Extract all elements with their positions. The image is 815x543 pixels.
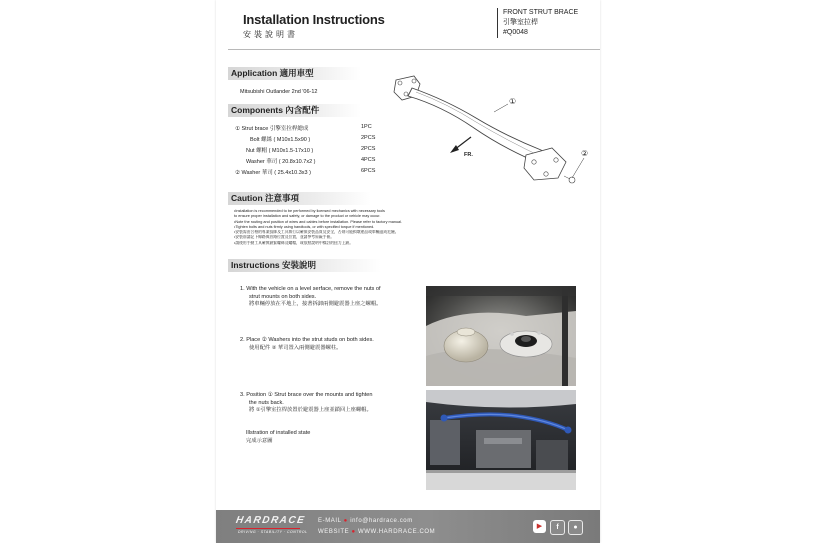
component-qty: 6PCS [361, 168, 376, 174]
strut-brace-diagram [376, 70, 596, 195]
email-line: E-MAIL ● info@hardrace.com [318, 518, 413, 524]
website-line: WEBSITE ● WWW.HARDRACE.COM [318, 529, 436, 535]
caution-line: •Note the routing and position of wires and cables before installation. Please refer to factory manual. [234, 219, 403, 224]
application-heading: Application 適用車型 [228, 67, 361, 80]
step-text: 1. With the vehicle on a level serface, remove the nuts of [240, 286, 381, 292]
illustration-label: Illstration of installed state [246, 430, 311, 436]
component-name: Nut 螺帽 ( M10x1.5-17x10 ) [246, 148, 314, 154]
divider [228, 49, 600, 50]
step-text-continued: the nuts back. [249, 399, 284, 406]
product-info [497, 8, 600, 38]
illustration-caption [246, 430, 421, 445]
product-name: FRONT STRUT BRACE [503, 9, 579, 16]
website-link[interactable]: WWW.HARDRACE.COM [358, 529, 436, 535]
callout-part-1: ① [509, 97, 517, 106]
components-heading: Components 內含配件 [228, 104, 361, 117]
component-row: ① Strut brace 引擎室拉桿總成 [235, 126, 309, 132]
right-mount-bracket [524, 148, 575, 183]
callout-line [494, 104, 508, 112]
facebook-icon[interactable]: f [550, 520, 565, 535]
component-name: Washer 華司 ( 25.4x10.3x3 ) [241, 170, 311, 176]
instruction-sheet [216, 0, 600, 543]
instruction-step-3 [240, 392, 415, 415]
logo-underline [236, 528, 300, 529]
direction-label: FR. [464, 152, 473, 158]
strut-mount-photo [426, 286, 576, 386]
component-qty: 1PC [361, 124, 372, 130]
page-title: Installation Instructions [243, 12, 385, 27]
caution-line: •Installation is recommended to be performed by licensed mechanics with necessary tools [234, 209, 385, 213]
caution-line: •安裝前請記下線路與管路位置及位置，並請參考原廠手冊。 [234, 235, 335, 240]
caution-list [234, 209, 494, 246]
callout-line [572, 158, 584, 178]
caution-line: •安裝需由合格的專業技師及工具執行以確保安裝品質及安全，否則可能損壞產品或車輛造成危險。 [234, 230, 399, 235]
product-name-chinese: 引擎室拉桿 [503, 19, 538, 26]
caution-heading: Caution 注意事項 [228, 192, 371, 205]
component-qty: 4PCS [361, 157, 376, 163]
instructions-heading: Instructions 安裝說明 [228, 259, 381, 272]
illustration-label-chinese: 完成示意圖 [246, 437, 273, 444]
step-text-continued: strut mounts on both sides. [249, 293, 317, 300]
part-number: #Q0048 [503, 29, 528, 36]
footer [216, 510, 600, 543]
email-link[interactable]: info@hardrace.com [350, 518, 413, 524]
callout-part-2: ② [581, 149, 589, 158]
component-row: ② Washer 華司 ( 25.4x10.3x3 ) [235, 170, 311, 176]
vehicle-fitment: Mitsubishi Outlander 2nd '06-12 [240, 89, 318, 95]
caution-line: to ensure proper installation and safety, or damage to the product or vehicle may occur. [234, 214, 381, 219]
front-direction-arrow [450, 137, 471, 153]
step-text-chinese: 將車輛停放在平地上，接著拆卸兩側避震器上座之螺帽。 [249, 301, 382, 307]
instruction-step-2 [240, 337, 415, 352]
step-text-chinese: 將 ①引擎室拉桿放置於避震器上座並鎖回上座螺帽。 [249, 407, 372, 413]
step-text: 3. Position ① Strut brace over the mounts and tighten [240, 392, 373, 398]
caution-line: •請使用手動工具確實鎖緊螺絲及螺帽，或依照說明中標註的扭力上鎖。 [234, 240, 354, 245]
caution-line: •Tighten bolts and nuts firmly using handtools, or with specified torque if mentioned. [234, 224, 375, 229]
step-text: 2. Place ② Washers into the strut studs on both sides. [240, 337, 374, 343]
instruction-step-1 [240, 286, 415, 309]
component-name: Bolt 螺絲 ( M10x1.5x90 ) [250, 137, 311, 143]
component-qty: 2PCS [361, 135, 376, 141]
wechat-icon[interactable]: ● [568, 520, 583, 535]
component-name: Strut brace 引擎室拉桿總成 [241, 126, 309, 132]
page-title-chinese: 安裝說明書 [243, 30, 298, 39]
component-name: Washer 華司 ( 20.8x10.7x2 ) [246, 159, 316, 165]
step-text-chinese: 使用配件 ② 華司置入兩側避震器螺柱。 [249, 344, 342, 351]
component-qty: 2PCS [361, 146, 376, 152]
youtube-icon[interactable]: ▶ [533, 520, 546, 533]
brand-tagline: DRIVING · STABILITY · CONTROL [238, 530, 308, 534]
installed-state-photo [426, 390, 576, 490]
brand-logo: HARDRACE [235, 515, 307, 526]
